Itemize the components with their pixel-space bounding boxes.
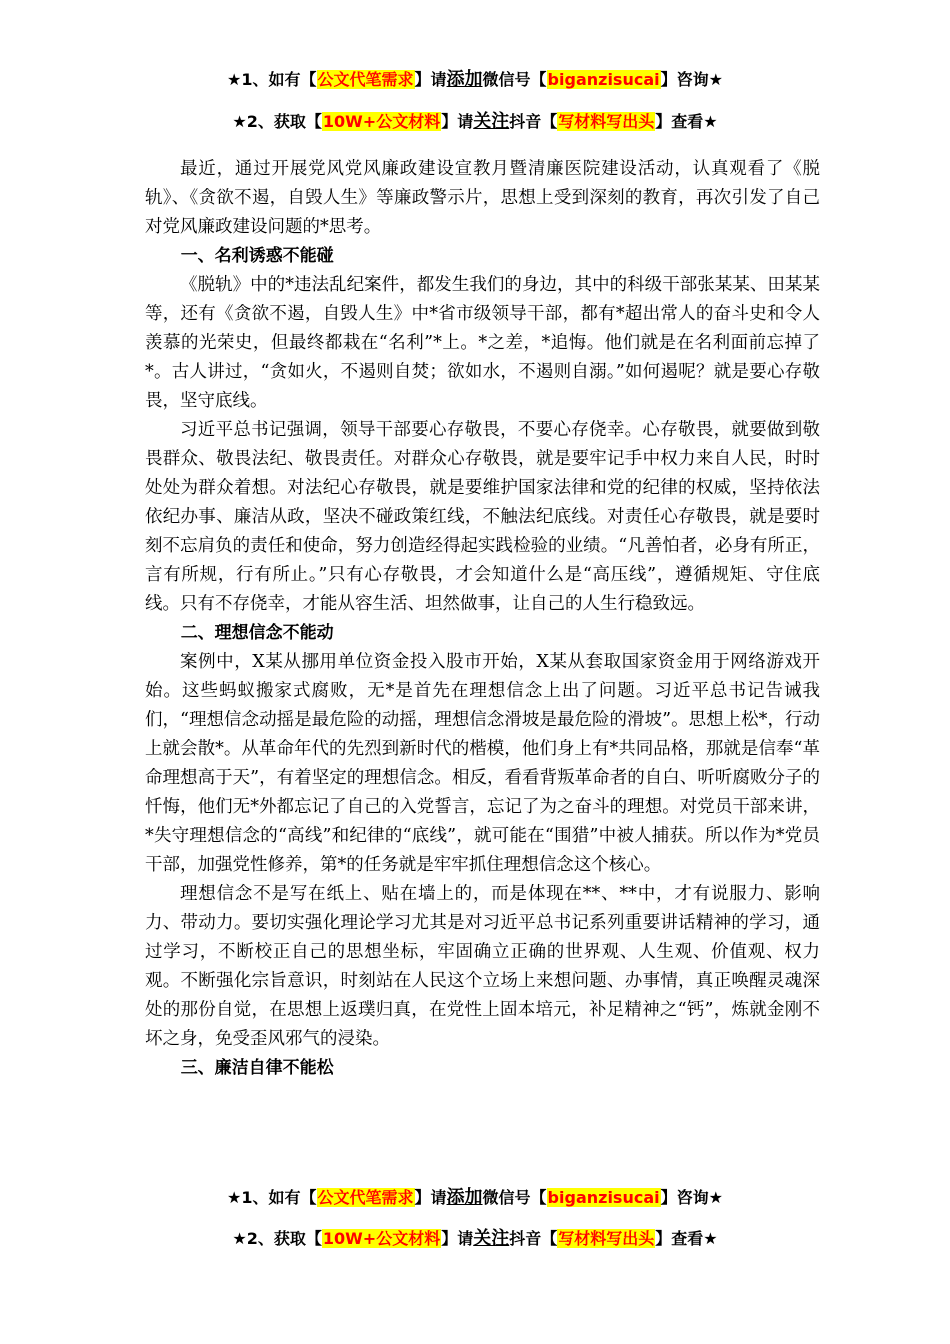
ad-text: 】请 bbox=[441, 112, 474, 131]
ad-text: ★2、获取【 bbox=[232, 1229, 322, 1248]
ad-emphasis: 关注 bbox=[473, 111, 510, 132]
ad-text: 】请 bbox=[414, 70, 447, 89]
ad-highlight: 10W+公文材料 bbox=[322, 112, 441, 131]
ad-text: ★2、获取【 bbox=[232, 112, 322, 131]
paragraph: 《脱轨》中的*违法乱纪案件，都发生我们的身边，其中的科级干部张某某、田某某等，还有《贪欲不遏，自毁人生》中*省市级领导干部，都有*超出常人的奋斗史和令人羡慕的光荣史，但最终都栽在“名利”*上。*之差，*追悔。他们就是在名利面前忘掉了*。古人讲过，“贪如火，不遏则自焚；欲如水，不遏则自溺。”如何遏呢？就是要心存敬畏，坚守底线。 bbox=[145, 275, 820, 411]
ad-text: 】请 bbox=[414, 1188, 447, 1207]
section-heading: 三、廉洁自律不能松 bbox=[180, 1058, 334, 1078]
section-heading: 一、名利诱惑不能碰 bbox=[180, 246, 334, 266]
document-body bbox=[145, 155, 820, 1083]
ad-highlight: 公文代笔需求 bbox=[317, 70, 414, 89]
footer-ad-line-2 bbox=[0, 1228, 950, 1250]
ad-highlight: 公文代笔需求 bbox=[317, 1188, 414, 1207]
ad-text: 】查看★ bbox=[655, 112, 718, 131]
paragraph: 案例中，X某从挪用单位资金投入股市开始，X某从套取国家资金用于网络游戏开始。这些蚂蚁搬家式腐败，无*是首先在理想信念上出了问题。习近平总书记告诫我们，“理想信念动摇是最危险的动摇，理想信念滑坡是最危险的滑坡”。思想上松*，行动上就会散*。从革命年代的先烈到新时代的楷模，他们身上有*共同品格，那就是信奉“革命理想高于天”，有着坚定的理想信念。相反，看看背叛革命者的自白、听听腐败分子的忏悔，他们无*外都忘记了自己的入党誓言，忘记了为之奋斗的理想。对党员干部来讲，*失守理想信念的“高线”和纪律的“底线”，就可能在“围猎”中被人捕获。所以作为*党员干部，加强党性修养，第*的任务就是牢牢抓住理想信念这个核心。 bbox=[145, 652, 820, 875]
paragraph: 理想信念不是写在纸上、贴在墙上的，而是体现在**、**中，才有说服力、影响力、带动力。要切实强化理论学习尤其是对习近平总书记系列重要讲话精神的学习，通过学习，不断校正自己的思想坐标，牢固确立正确的世界观、人生观、价值观、权力观。不断强化宗旨意识，时刻站在人民这个立场上来想问题、办事情，真正唤醒灵魂深处的那份自觉，在思想上返璞归真，在党性上固本培元，补足精神之“钙”，炼就金刚不坏之身，免受歪风邪气的浸染。 bbox=[145, 884, 820, 1049]
intro-paragraph: 最近，通过开展党风党风廉政建设宣教月暨清廉医院建设活动，认真观看了《脱轨》、《贪欲不遏，自毁人生》等廉政警示片，思想上受到深刻的教育，再次引发了自己对党风廉政建设问题的*思考。 bbox=[145, 159, 820, 237]
paragraph: 习近平总书记强调，领导干部要心存敬畏，不要心存侥幸。心存敬畏，就要做到敬畏群众、敬畏法纪、敬畏责任。对群众心存敬畏，就是要牢记手中权力来自人民，时时处处为群众着想。对法纪心存敬畏，就是要维护国家法律和党的纪律的权威，坚持依法依纪办事、廉洁从政，坚决不碰政策红线，不触法纪底线。对责任心存敬畏，就是要时刻不忘肩负的责任和使命，努力创造经得起实践检验的业绩。“凡善怕者，必身有所正，言有所规，行有所止。”只有心存敬畏，才会知道什么是“高压线”，遵循规矩、守住底线。只有不存侥幸，才能从容生活、坦然做事，让自己的人生行稳致远。 bbox=[145, 420, 820, 614]
header-ad-line-1 bbox=[0, 69, 950, 91]
ad-wechat-id: biganzisucai bbox=[547, 70, 660, 89]
ad-emphasis: 添加 bbox=[446, 69, 483, 90]
ad-emphasis: 添加 bbox=[446, 1187, 483, 1208]
section-heading: 二、理想信念不能动 bbox=[180, 623, 334, 643]
ad-text: 】咨询★ bbox=[660, 1188, 723, 1207]
ad-emphasis: 关注 bbox=[473, 1228, 510, 1249]
footer-ad-line-1 bbox=[0, 1187, 950, 1209]
ad-wechat-id: biganzisucai bbox=[547, 1188, 660, 1207]
ad-text: ★1、如有【 bbox=[227, 70, 317, 89]
ad-text: 抖音【 bbox=[509, 1229, 558, 1248]
ad-douyin-id: 写材料写出头 bbox=[558, 112, 655, 131]
ad-text: 】查看★ bbox=[655, 1229, 718, 1248]
ad-douyin-id: 写材料写出头 bbox=[558, 1229, 655, 1248]
ad-text: ★1、如有【 bbox=[227, 1188, 317, 1207]
ad-text: 】请 bbox=[441, 1229, 474, 1248]
ad-text: 微信号【 bbox=[482, 70, 547, 89]
ad-text: 抖音【 bbox=[509, 112, 558, 131]
ad-highlight: 10W+公文材料 bbox=[322, 1229, 441, 1248]
header-ad-line-2 bbox=[0, 111, 950, 133]
ad-text: 微信号【 bbox=[482, 1188, 547, 1207]
ad-text: 】咨询★ bbox=[660, 70, 723, 89]
